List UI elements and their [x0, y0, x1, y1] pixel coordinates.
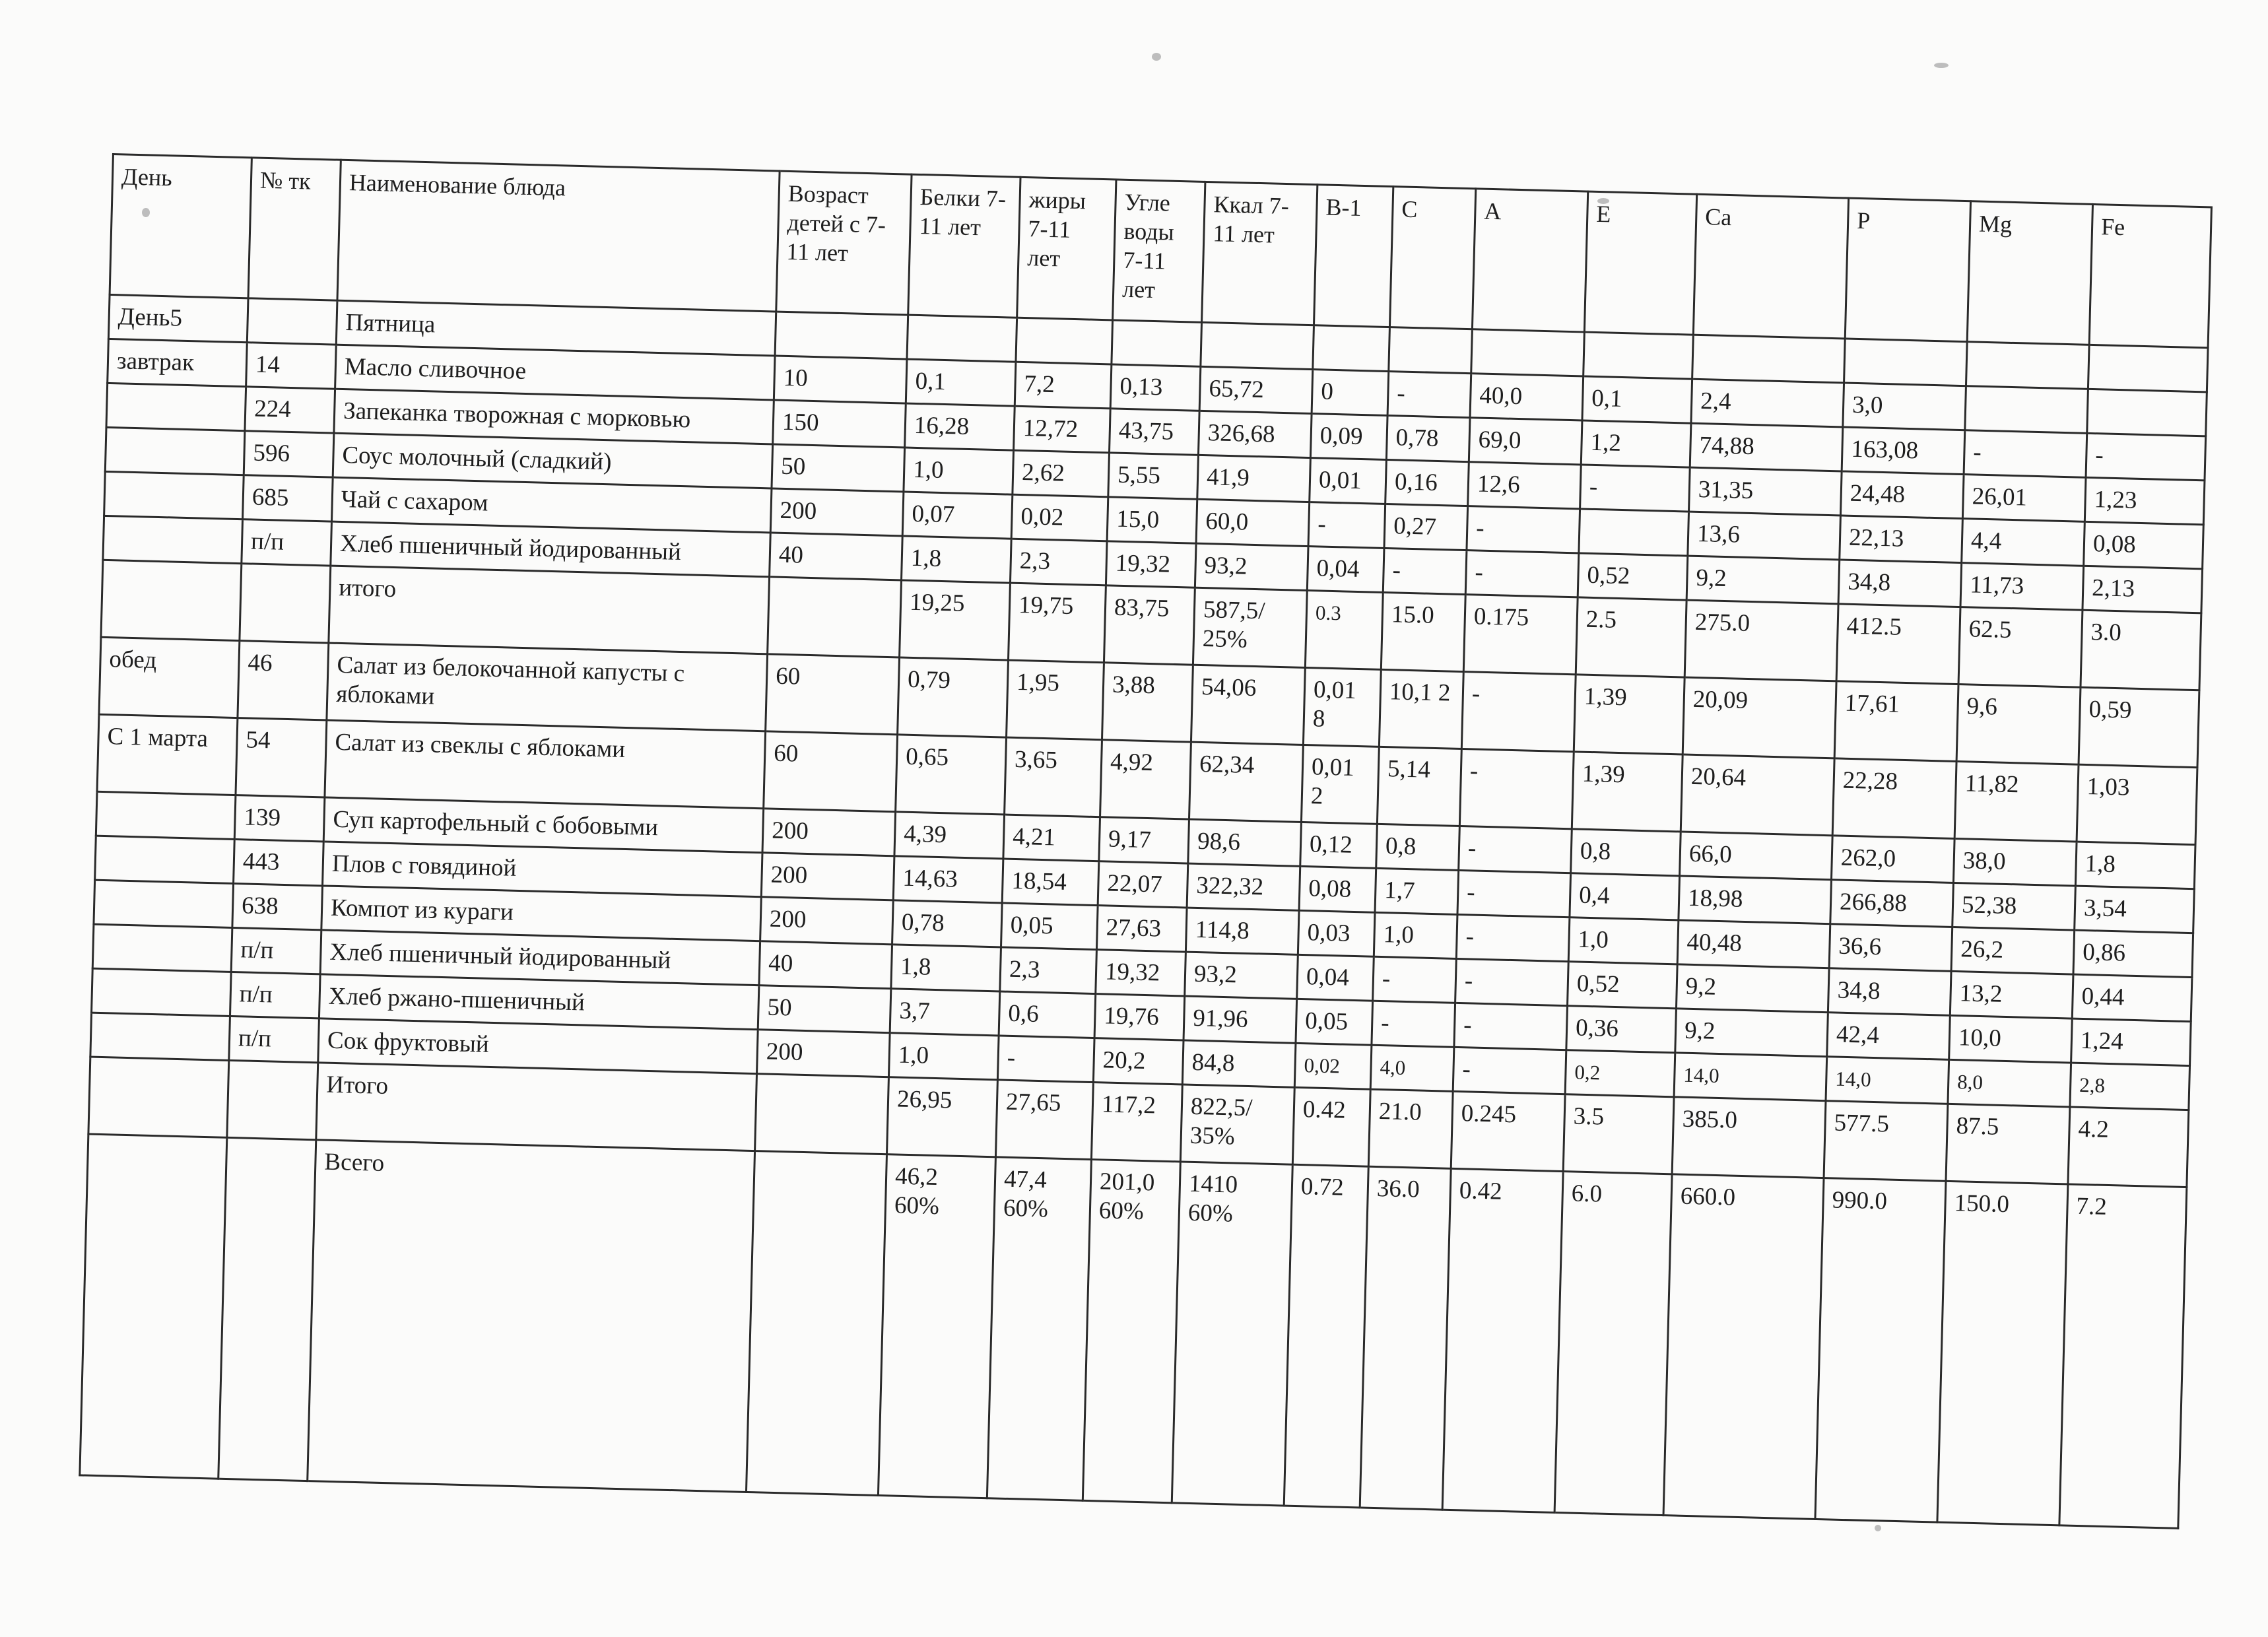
proteins-cell: 14,63: [893, 856, 1003, 903]
a-cell: -: [1467, 506, 1580, 553]
header-age: Возраст детей с 7-11 лет: [776, 171, 912, 315]
empty-cell: [227, 1060, 318, 1139]
fats-cell: 2,3: [1010, 539, 1107, 585]
tk-number: 443: [234, 840, 324, 886]
proteins-cell: 1,0: [888, 1033, 999, 1080]
empty-cell: [104, 471, 244, 519]
tk-number: 54: [236, 718, 327, 797]
fe-cell: 1,24: [2071, 1019, 2191, 1066]
empty-cell: [218, 1137, 316, 1481]
kcal-cell: 98,6: [1188, 819, 1302, 866]
empty-cell: [746, 1151, 886, 1496]
p-cell: 34,8: [1828, 968, 1951, 1016]
header-day: День: [110, 154, 251, 298]
mg-cell: 13,2: [1950, 971, 2073, 1019]
kcal-cell: 84,8: [1182, 1040, 1296, 1087]
dish-name: Плов с говядиной: [323, 842, 762, 897]
empty-cell: [106, 383, 246, 430]
portion-cell: 50: [758, 986, 891, 1033]
tk-number: 139: [234, 795, 325, 842]
nutrition-table: [79, 153, 2213, 1529]
a-cell: 12,6: [1468, 462, 1582, 509]
portion-cell: 200: [762, 809, 896, 856]
kcal-cell: 91,96: [1184, 996, 1297, 1043]
p-cell: 14,0: [1826, 1057, 1949, 1104]
p-cell: 22,28: [1832, 758, 1956, 839]
mg-cell: 26,01: [1962, 475, 2086, 522]
kcal-cell: 41,9: [1197, 455, 1311, 502]
fats-cell: 0,02: [1011, 494, 1108, 541]
b1-cell: 0,08: [1299, 866, 1376, 912]
empty-cell: [1844, 339, 1968, 386]
b1-total: 0.3: [1305, 591, 1383, 670]
empty-cell: [1966, 342, 2089, 389]
a-total: 0.175: [1463, 595, 1578, 675]
c-cell: 1,0: [1374, 912, 1457, 958]
header-carbs: Угле воды 7-11 лет: [1113, 180, 1205, 322]
scan-speck: [1152, 53, 1161, 61]
header-proteins: Белки 7-11 лет: [908, 174, 1020, 317]
b1-cell: 0,02: [1294, 1043, 1372, 1089]
fe-total: 4.2: [2068, 1107, 2189, 1187]
fats-cell: 3,65: [1005, 737, 1102, 817]
header-mg: Mg: [1967, 201, 2092, 345]
carbs-cell: 43,75: [1109, 409, 1199, 455]
kcal-cell: 326,68: [1198, 411, 1312, 457]
kcal-total: 587,5/ 25%: [1193, 587, 1307, 667]
carbs-cell: 20,2: [1093, 1038, 1184, 1085]
c-total: 15.0: [1381, 592, 1465, 671]
b1-cell: 0,04: [1297, 954, 1374, 1001]
tk-number: 14: [246, 343, 337, 389]
empty-cell: [1016, 317, 1113, 364]
proteins-grand-total: 46,2 60%: [878, 1154, 995, 1498]
p-cell: 36,6: [1829, 924, 1952, 972]
empty-cell: [96, 791, 236, 839]
b1-cell: 0,03: [1298, 910, 1375, 956]
c-cell: 4,0: [1370, 1045, 1454, 1091]
mg-cell: -: [1964, 430, 2087, 478]
carbs-cell: 9,17: [1099, 817, 1189, 863]
e-cell: 0,4: [1570, 873, 1680, 920]
b1-cell: 0: [1312, 370, 1389, 416]
c-grand-total: 36.0: [1360, 1166, 1451, 1510]
proteins-cell: 4,39: [894, 812, 1005, 859]
date-note: С 1 марта: [97, 714, 238, 795]
mg-cell: 8,0: [1948, 1059, 2071, 1107]
p-grand-total: 990.0: [1815, 1178, 1946, 1523]
weekday-label: Пятница: [336, 300, 776, 356]
carbs-cell: 19,32: [1096, 950, 1186, 996]
header-fe: Fe: [2089, 204, 2211, 347]
empty-cell: [101, 560, 242, 640]
portion-cell: 200: [770, 488, 904, 536]
ca-cell: 20,09: [1683, 677, 1836, 758]
ca-cell: 9,2: [1675, 1009, 1828, 1057]
c-total: 21.0: [1368, 1089, 1453, 1168]
carbs-cell: 5,55: [1108, 453, 1199, 499]
e-cell: 0,52: [1578, 553, 1688, 600]
kcal-grand-total: 1410 60%: [1172, 1162, 1292, 1506]
mg-cell: 11,73: [1960, 563, 2084, 611]
empty-cell: [1201, 322, 1314, 369]
fats-cell: 1,95: [1007, 660, 1104, 740]
e-cell: 0,2: [1565, 1050, 1675, 1097]
a-total: 0.245: [1451, 1091, 1565, 1171]
empty-cell: [2088, 345, 2208, 392]
proteins-cell: 0,07: [902, 492, 1013, 539]
dish-name: Салат из свеклы с яблоками: [325, 720, 766, 809]
ca-cell: 9,2: [1686, 556, 1840, 604]
ca-cell: 40,48: [1677, 920, 1830, 968]
carbs-cell: 3,88: [1102, 663, 1193, 742]
mg-total: 87.5: [1946, 1104, 2070, 1184]
proteins-cell: 3,7: [890, 989, 1000, 1036]
e-cell: 0,1: [1582, 376, 1692, 423]
a-cell: -: [1456, 914, 1570, 961]
portion-cell: 40: [770, 533, 903, 580]
fe-cell: -: [2086, 433, 2206, 481]
portion-cell: 60: [766, 654, 900, 735]
c-cell: -: [1373, 956, 1457, 1003]
empty-cell: [1112, 320, 1202, 366]
empty-cell: [775, 312, 908, 359]
kcal-cell: 93,2: [1185, 952, 1298, 999]
proteins-cell: 16,28: [905, 403, 1015, 450]
c-cell: 0,78: [1386, 416, 1470, 462]
a-cell: -: [1457, 870, 1571, 917]
tk-number: 224: [245, 387, 335, 433]
grand-total-label: Всего: [308, 1140, 755, 1492]
tk-number: 596: [244, 431, 334, 477]
fe-cell: 0,44: [2072, 974, 2192, 1022]
b1-cell: 0,09: [1310, 414, 1387, 460]
meal-label: обед: [99, 637, 240, 718]
c-cell: 0,16: [1385, 459, 1469, 506]
portion-cell: 40: [759, 941, 892, 989]
empty-cell: [92, 968, 232, 1016]
proteins-cell: 1,0: [904, 448, 1014, 494]
p-cell: 17,61: [1834, 681, 1958, 762]
scan-speck: [1934, 63, 1949, 68]
p-cell: 42,4: [1827, 1013, 1951, 1060]
header-ca: Са: [1693, 194, 1848, 339]
portion-cell: 150: [773, 400, 906, 448]
dish-name: Сок фруктовый: [318, 1019, 758, 1074]
fe-cell: 2,13: [2083, 566, 2203, 613]
mg-cell: 9,6: [1956, 685, 2081, 765]
empty-cell: [95, 836, 235, 883]
dish-name: Запеканка творожная с морковью: [334, 389, 774, 444]
c-cell: -: [1372, 1001, 1455, 1047]
b1-cell: 0,05: [1296, 999, 1373, 1045]
header-dish-name: Наименование блюда: [337, 160, 780, 312]
tk-number: 685: [243, 475, 333, 521]
dish-name: Компот из кураги: [321, 886, 761, 941]
tk-number: п/п: [242, 519, 332, 566]
header-e: Е: [1584, 191, 1696, 335]
empty-cell: [1389, 327, 1473, 374]
empty-cell: [907, 315, 1017, 362]
c-cell: 5,14: [1377, 747, 1461, 826]
fe-cell: 0,86: [2073, 930, 2193, 978]
a-cell: -: [1465, 551, 1579, 597]
c-cell: -: [1383, 548, 1467, 594]
e-cell: 1,0: [1568, 918, 1679, 964]
carbs-cell: 4,92: [1100, 740, 1191, 819]
empty-cell: [92, 924, 232, 972]
header-fats: жиры 7-11 лет: [1017, 177, 1116, 320]
fats-cell: 2,62: [1013, 450, 1110, 497]
carbs-cell: 22,07: [1098, 861, 1188, 908]
kcal-cell: 65,72: [1199, 366, 1313, 413]
fe-total: 3.0: [2081, 610, 2201, 690]
kcal-cell: 54,06: [1191, 665, 1305, 745]
b1-cell: 0,04: [1307, 547, 1384, 593]
header-b1: В-1: [1314, 185, 1393, 327]
ca-cell: 14,0: [1674, 1053, 1827, 1101]
carbs-grand-total: 201,0 60%: [1083, 1160, 1180, 1503]
empty-cell: [1692, 335, 1846, 383]
fe-cell: 0,59: [2079, 687, 2199, 768]
mg-cell: 4,4: [1962, 519, 2085, 566]
ca-cell: 18,98: [1679, 876, 1832, 924]
ca-cell: 66,0: [1680, 832, 1833, 880]
proteins-cell: 1,8: [891, 945, 1001, 991]
e-cell: [1579, 509, 1689, 556]
scan-speck: [1875, 1525, 1881, 1531]
fats-cell: 0,05: [1001, 903, 1098, 950]
day-label: День5: [108, 294, 248, 342]
empty-cell: [94, 880, 234, 927]
empty-cell: [103, 516, 243, 563]
carbs-total: 83,75: [1104, 585, 1195, 665]
fe-cell: 1,03: [2077, 764, 2197, 845]
a-cell: -: [1461, 672, 1576, 752]
portion-cell: 50: [772, 444, 905, 492]
b1-total: 0.42: [1292, 1087, 1370, 1166]
mg-cell: [1965, 386, 2088, 434]
fats-cell: 18,54: [1002, 859, 1099, 906]
header-kcal: Ккал 7-11 лет: [1202, 182, 1317, 325]
portion-cell: 200: [757, 1030, 890, 1077]
e-cell: 1,39: [1574, 675, 1684, 754]
header-p: Р: [1845, 198, 1970, 342]
e-total: 3.5: [1563, 1094, 1674, 1174]
a-cell: -: [1453, 1047, 1566, 1094]
p-cell: 22,13: [1840, 516, 1963, 563]
empty-cell: [90, 1013, 230, 1060]
kcal-cell: 322,32: [1187, 863, 1300, 910]
mg-cell: 52,38: [1952, 883, 2076, 930]
fats-grand-total: 47,4 60%: [987, 1157, 1091, 1501]
e-cell: 1,2: [1581, 420, 1691, 467]
tk-number: п/п: [230, 972, 320, 1018]
fe-cell: 3,54: [2075, 886, 2195, 933]
ca-cell: 74,88: [1690, 423, 1843, 471]
p-cell: 34,8: [1838, 560, 1962, 607]
fats-cell: 12,72: [1014, 406, 1111, 453]
header-a: А: [1472, 189, 1587, 332]
c-cell: 0,27: [1384, 504, 1468, 550]
proteins-cell: 0,78: [892, 900, 1003, 947]
mg-cell: 26,2: [1951, 927, 2075, 974]
p-total: 412.5: [1836, 604, 1960, 685]
a-cell: -: [1459, 749, 1574, 829]
ca-total: 275.0: [1684, 600, 1838, 681]
mg-grand-total: 150.0: [1937, 1181, 2068, 1525]
mg-cell: 10,0: [1949, 1015, 2073, 1063]
c-cell: 1,7: [1375, 868, 1459, 914]
kcal-cell: 114,8: [1185, 908, 1299, 954]
a-grand-total: 0.42: [1442, 1168, 1563, 1512]
c-cell: 10,1 2: [1379, 669, 1463, 749]
carbs-total: 117,2: [1091, 1083, 1182, 1162]
portion-cell: 200: [761, 853, 894, 900]
fats-cell: -: [997, 1036, 1094, 1083]
portion-cell: 200: [760, 897, 894, 945]
b1-cell: -: [1308, 502, 1385, 549]
empty-cell: [105, 427, 245, 475]
tk-number: 638: [232, 883, 323, 929]
a-cell: 40,0: [1470, 374, 1584, 420]
fe-cell: 1,23: [2085, 477, 2205, 525]
carbs-cell: 19,32: [1106, 541, 1196, 587]
fats-cell: 2,3: [1000, 947, 1097, 994]
b1-cell: 0,01 8: [1303, 667, 1381, 747]
mg-total: 62.5: [1958, 607, 2083, 688]
p-cell: 24,48: [1840, 471, 1964, 519]
subtotal-label: итого: [329, 566, 770, 654]
dish-name: Хлеб пшеничный йодированный: [331, 521, 770, 577]
p-cell: 262,0: [1831, 836, 1954, 883]
grand-total-row: [80, 1134, 2187, 1528]
ca-cell: 20,64: [1681, 754, 1834, 836]
e-cell: 0,8: [1571, 829, 1681, 876]
carbs-cell: 19,76: [1094, 994, 1185, 1040]
empty-cell: [1471, 329, 1585, 376]
a-cell: -: [1455, 958, 1569, 1005]
empty-cell: [768, 577, 902, 657]
fe-cell: 2,8: [2070, 1063, 2190, 1110]
mg-cell: 11,82: [1954, 761, 2079, 842]
proteins-total: 26,95: [886, 1077, 997, 1157]
meal-label: завтрак: [108, 339, 248, 386]
dish-name: Соус молочный (сладкий): [333, 433, 772, 488]
p-cell: 266,88: [1830, 880, 1954, 927]
fats-total: 27,65: [995, 1080, 1093, 1160]
b1-cell: 0,12: [1300, 822, 1378, 868]
p-total: 577.5: [1824, 1101, 1948, 1182]
dish-name: Хлеб ржано-пшеничный: [319, 974, 758, 1030]
proteins-cell: 0,79: [898, 657, 1009, 737]
dish-name: Салат из белокочанной капусты с яблоками: [327, 643, 768, 731]
fats-cell: 4,21: [1003, 815, 1100, 861]
e-grand-total: 6.0: [1554, 1172, 1672, 1516]
p-cell: 163,08: [1842, 427, 1965, 475]
e-cell: 1,39: [1572, 752, 1683, 832]
ca-cell: 9,2: [1676, 964, 1829, 1013]
empty-cell: [1584, 332, 1694, 379]
p-cell: 3,0: [1843, 383, 1966, 430]
dish-name: Хлеб пшеничный йодированный: [320, 930, 760, 986]
fats-cell: 0,6: [999, 991, 1096, 1038]
empty-cell: [240, 564, 331, 643]
proteins-cell: 0,65: [896, 735, 1007, 815]
carbs-cell: 0,13: [1110, 364, 1201, 411]
fe-grand-total: 7.2: [2059, 1184, 2187, 1528]
dish-name: Суп картофельный с бобовыми: [323, 797, 763, 853]
c-cell: 0,8: [1376, 824, 1460, 870]
fe-cell: [2087, 389, 2207, 436]
fats-cell: 7,2: [1015, 362, 1112, 409]
kcal-cell: 60,0: [1196, 499, 1310, 546]
proteins-cell: 0,1: [906, 359, 1016, 406]
tk-number: п/п: [229, 1016, 319, 1062]
document-sheet: [79, 153, 2213, 1529]
tk-number: п/п: [231, 927, 321, 974]
portion-cell: 10: [774, 356, 907, 403]
header-c: С: [1389, 187, 1475, 329]
b1-cell: 0,01 2: [1301, 745, 1379, 824]
a-cell: -: [1454, 1003, 1568, 1050]
empty-cell: [755, 1074, 889, 1154]
fats-total: 19,75: [1008, 583, 1106, 663]
dish-name: Чай с сахаром: [331, 477, 771, 533]
subtotal-label: Итого: [316, 1063, 757, 1151]
a-cell: 69,0: [1469, 418, 1582, 465]
header-tk: № тк: [248, 158, 341, 300]
e-cell: 0,52: [1568, 962, 1678, 1009]
empty-cell: [88, 1057, 229, 1137]
b1-grand-total: 0.72: [1284, 1164, 1368, 1508]
fe-cell: 1,8: [2075, 842, 2195, 889]
ca-cell: 2,4: [1691, 379, 1844, 427]
dish-name: Масло сливочное: [335, 345, 775, 400]
ca-cell: 31,35: [1689, 467, 1842, 516]
e-total: 2.5: [1576, 597, 1686, 677]
empty-cell: [80, 1134, 227, 1479]
kcal-total: 822,5/ 35%: [1180, 1085, 1294, 1164]
mg-cell: 38,0: [1953, 838, 2077, 886]
e-cell: 0,36: [1566, 1006, 1677, 1053]
carbs-cell: 15,0: [1107, 497, 1197, 543]
ca-total: 385.0: [1672, 1097, 1826, 1178]
kcal-cell: 93,2: [1195, 543, 1308, 590]
kcal-cell: 62,34: [1189, 742, 1303, 822]
empty-cell: [247, 298, 337, 345]
ca-cell: 13,6: [1688, 512, 1841, 560]
fe-cell: 0,08: [2084, 521, 2204, 569]
c-cell: -: [1387, 372, 1471, 418]
proteins-total: 19,25: [900, 580, 1011, 660]
b1-cell: 0,01: [1310, 458, 1387, 504]
a-cell: -: [1459, 826, 1572, 873]
e-cell: -: [1580, 465, 1690, 512]
empty-cell: [1313, 325, 1390, 372]
portion-cell: 60: [764, 731, 898, 812]
proteins-cell: 1,8: [902, 536, 1012, 583]
ca-grand-total: 660.0: [1663, 1174, 1824, 1520]
carbs-cell: 27,63: [1096, 906, 1187, 952]
tk-number: 46: [238, 641, 329, 720]
